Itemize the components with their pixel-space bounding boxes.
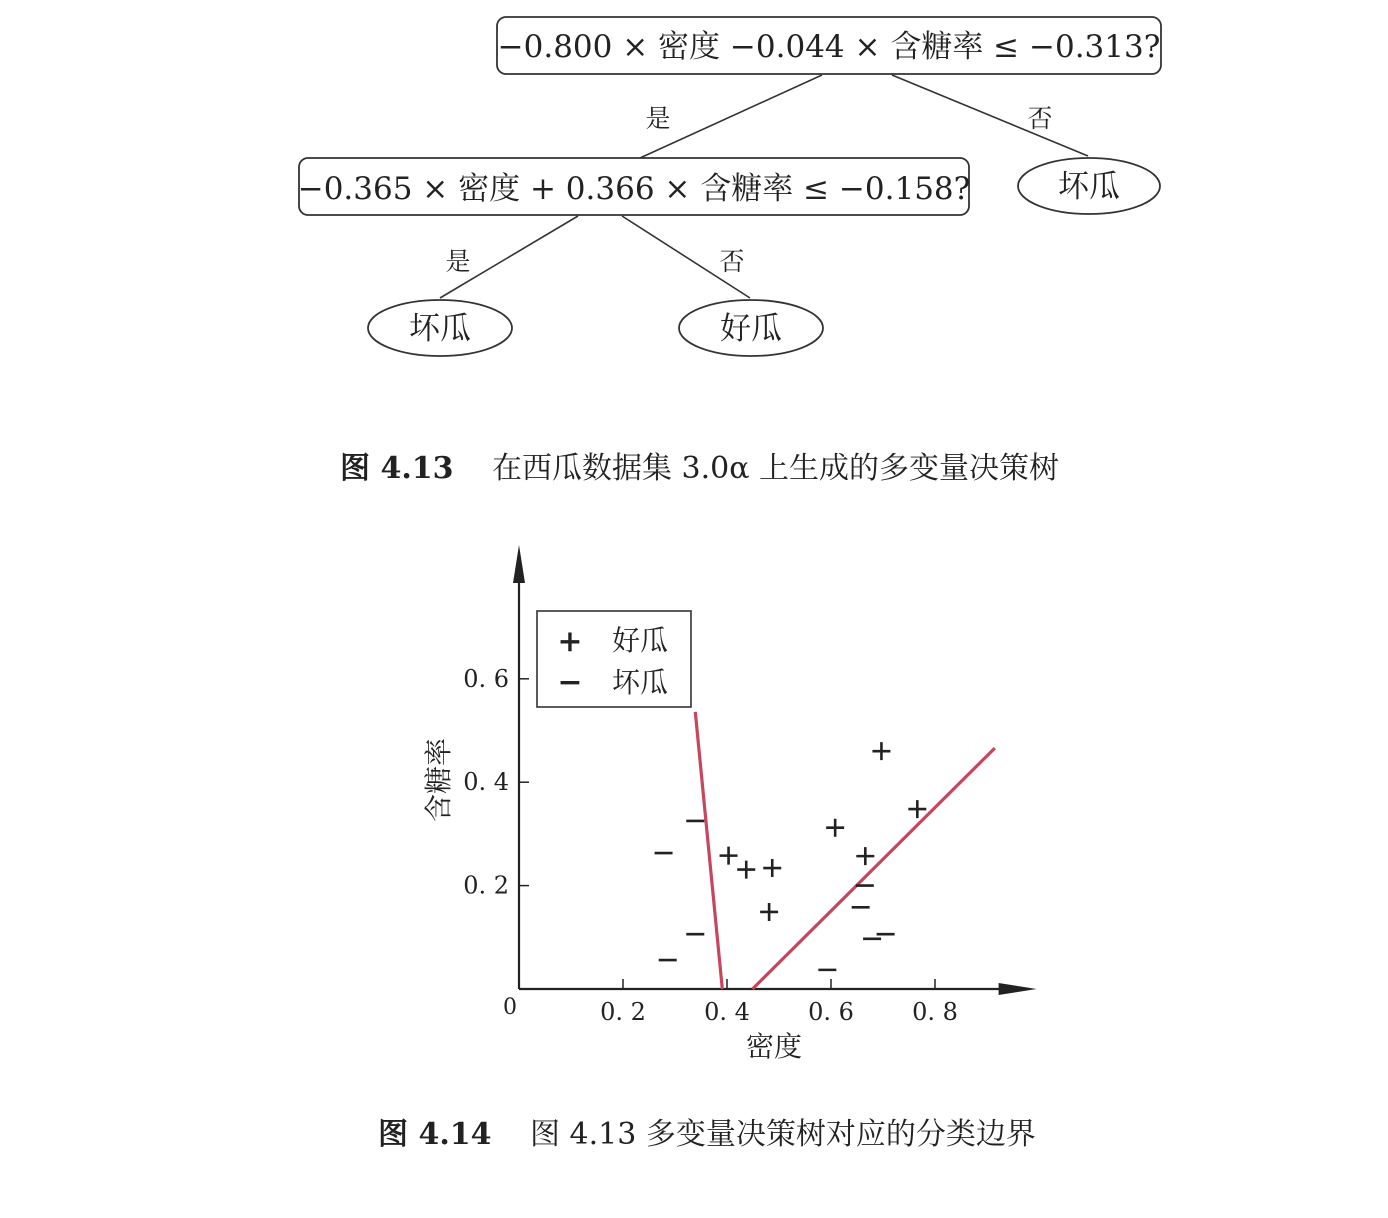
root-no-label: 否 xyxy=(1027,104,1053,133)
x-tick-label: 0. 4 xyxy=(704,998,750,1026)
x-tick-label: 0. 2 xyxy=(600,998,646,1026)
y-tick-label: 0. 6 xyxy=(463,664,509,693)
leaf-child-no-label: 好瓜 xyxy=(720,311,782,347)
good-melon-point xyxy=(856,847,874,865)
x-axis-title: 密度 xyxy=(745,1030,803,1063)
x-axis-arrow xyxy=(999,983,1037,995)
good-melon-point xyxy=(763,859,781,877)
child-yes-label: 是 xyxy=(445,247,471,276)
good-melon-point xyxy=(908,800,926,818)
legend-good-label: 好瓜 xyxy=(612,624,669,657)
edge-root-no xyxy=(892,75,1088,156)
leaf-root-no-label: 坏瓜 xyxy=(1058,169,1120,205)
y-axis-title: 含糖率 xyxy=(422,737,455,823)
leaf-child-yes-label: 坏瓜 xyxy=(409,311,471,347)
x-tick-label: 0. 6 xyxy=(808,998,854,1026)
good-melon-point xyxy=(826,819,844,837)
child-node-condition: −0.365 × 密度 + 0.366 × 含糖率 ≤ −0.158? xyxy=(297,171,971,207)
legend xyxy=(537,611,691,707)
root-node-condition: −0.800 × 密度 −0.044 × 含糖率 ≤ −0.313? xyxy=(497,29,1161,65)
decision-tree-figure xyxy=(0,0,1388,500)
root-yes-label: 是 xyxy=(645,104,671,133)
figure-4-14-caption-label: 图 4.14 xyxy=(378,1117,492,1152)
figure-4-13-caption-label: 图 4.13 xyxy=(340,451,454,486)
good-melon-point xyxy=(872,742,890,760)
good-melon-point xyxy=(720,847,738,865)
child-no-label: 否 xyxy=(719,247,745,276)
decision-boundary-line xyxy=(695,712,722,989)
figure-4-13-caption-text: 在西瓜数据集 3.0α 上生成的多变量决策树 xyxy=(492,451,1060,486)
y-tick-label: 0. 4 xyxy=(463,768,509,797)
boundary-plot-figure xyxy=(0,540,1388,1180)
figure-4-14-caption-text: 图 4.13 多变量决策树对应的分类边界 xyxy=(530,1117,1036,1152)
x-tick-label: 0. 8 xyxy=(912,998,958,1026)
legend-good-marker: + xyxy=(557,624,583,659)
good-melon-point xyxy=(737,861,755,879)
y-axis-arrow xyxy=(513,545,525,583)
origin-label: 0 xyxy=(503,995,517,1020)
legend-bad-marker: − xyxy=(557,665,583,700)
decision-boundary-line xyxy=(752,748,994,989)
y-tick-label: 0. 2 xyxy=(463,871,509,900)
good-melon-point xyxy=(760,903,778,921)
legend-bad-label: 坏瓜 xyxy=(612,666,669,699)
